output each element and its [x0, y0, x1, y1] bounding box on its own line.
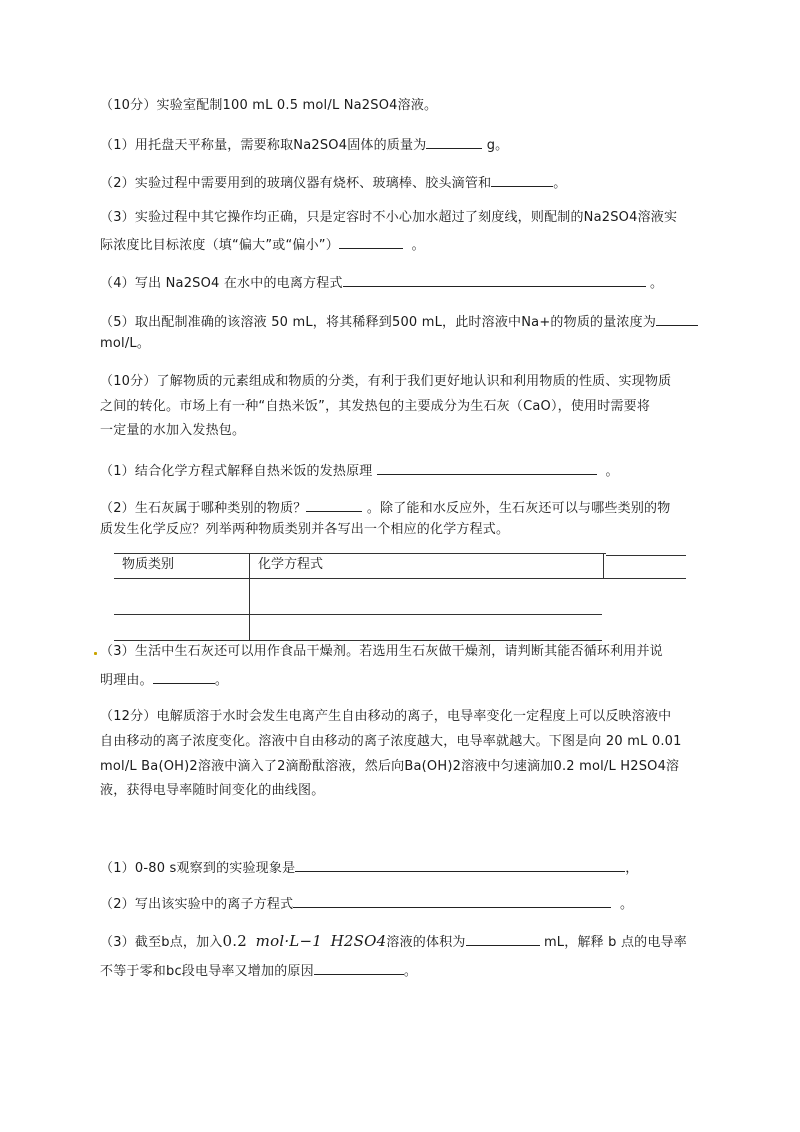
q2-part2-blank[interactable]: [306, 497, 362, 512]
q3-concentration: 0.2: [222, 932, 247, 950]
table-rule: [114, 553, 606, 554]
table-cell-category-2[interactable]: [116, 616, 246, 638]
q2-part3-end: 。: [214, 673, 229, 688]
q1-intro: （10分）实验室配制100 mL 0.5 mol/L Na2SO4溶液。: [100, 98, 438, 113]
q3-part2-text: （2）写出该实验中的离子方程式: [100, 897, 294, 912]
q1-part3-blank[interactable]: [339, 234, 403, 249]
table-rule: [606, 555, 686, 556]
q1-part3-line1: （3）实验过程中其它操作均正确，只是定容时不小心加水超过了刻度线，则配制的Na2SO4溶液实: [100, 210, 678, 225]
q2-part2-text-a: （2）生石灰属于哪种类别的物质？: [100, 501, 307, 516]
q2-part2-line1: [100, 497, 670, 518]
q2-part1-end: 。: [605, 464, 619, 479]
q3-part3-end: 。: [403, 964, 418, 979]
table-rule: [114, 614, 602, 615]
table-cell-equation-1[interactable]: [252, 582, 600, 610]
q2-part1-blank[interactable]: [377, 460, 597, 475]
q2-part3-line2: [100, 669, 228, 690]
table-cell-category-1[interactable]: [116, 582, 246, 610]
q2-part2-line2: 质发生化学反应？列举两种物质类别并各写出一个相应的化学方程式。: [100, 522, 510, 537]
q1-part5-text: （5）取出配制准确的该溶液 50 mL，将其稀释到500 mL，此时溶液中Na+的物质的量浓度为: [100, 315, 657, 330]
table-col-divider: [603, 553, 604, 578]
q2-part1-text: （1）结合化学方程式解释自热米饭的发热原理: [100, 464, 373, 479]
q3-intro-line1: （12分）电解质溶于水时会发生电离产生自由移动的离子，电导率变化一定程度上可以反映溶液中: [100, 709, 672, 724]
q2-intro-line2: 之间的转化。市场上有一种“自热米饭”，其发热包的主要成分为生石灰（CaO），使用时需要将: [100, 399, 651, 414]
q1-part5-line2: mol/L。: [100, 336, 151, 351]
q1-part2-end: 。: [553, 176, 567, 191]
q3-part3-text-a: （3）截至b点，加入: [100, 935, 223, 950]
q1-part1-blank[interactable]: [426, 134, 482, 149]
margin-mark: [94, 652, 97, 655]
q1-part3-line2: [100, 234, 425, 255]
q3-part1-blank[interactable]: [295, 857, 625, 872]
table-header-category: 物质类别: [122, 557, 175, 572]
table-header-equation: 化学方程式: [258, 557, 324, 572]
q3-intro-line4: 液，获得电导率随时间变化的曲线图。: [100, 783, 325, 798]
q3-part3-line2: [100, 960, 417, 981]
q1-part2-text: （2）实验过程中需要用到的玻璃仪器有烧杯、玻璃棒、胶头滴管和: [100, 176, 492, 191]
q2-part3-text: 明理由。: [100, 673, 153, 688]
q2-intro-line1: （10分）了解物质的元素组成和物质的分类，有利于我们更好地认识和利用物质的性质、实现物质: [100, 374, 672, 389]
q3-unit: mol·L−1: [255, 932, 322, 950]
q3-part3-text-b: 溶液的体积为: [386, 935, 466, 950]
q3-part2-end: 。: [619, 897, 634, 912]
q1-part3-text: 际浓度比目标浓度（填“偏大”或“偏小”）: [100, 238, 339, 253]
q1-part1-unit: g。: [486, 138, 509, 153]
q3-part3-text-d: 不等于零和bc段电导率又增加的原因: [100, 964, 314, 979]
q2-part3-line1: （3）生活中生石灰还可以用作食品干燥剂。若选用生石灰做干燥剂，请判断其能否循环利用并说: [100, 644, 663, 659]
table-cell-equation-2[interactable]: [252, 616, 600, 638]
q2-part1: [100, 460, 619, 481]
q3-part3-line1: [100, 931, 687, 952]
q1-part2-blank[interactable]: [491, 172, 553, 187]
q2-part2-text-b: 。除了能和水反应外，生石灰还可以与哪些类别的物: [366, 501, 671, 516]
q3-part3-blank-reason[interactable]: [314, 960, 404, 975]
q3-part1-end: ，: [625, 861, 639, 876]
q1-part5-line1: [100, 311, 698, 332]
q3-formula: H2SO4: [330, 932, 387, 950]
q3-part2: [100, 893, 633, 914]
q3-part1-text: （1）0-80 s观察到的实验现象是: [100, 861, 296, 876]
q3-intro-line2: 自由移动的离子浓度变化。溶液中自由移动的离子浓度越大，电导率就越大。下图是向 20 mL 0.01: [100, 734, 682, 749]
q3-intro-line3: mol/L Ba(OH)2溶液中滴入了2滴酚酞溶液，然后向Ba(OH)2溶液中匀速滴加0.2 mol/L H2SO4溶: [100, 759, 680, 774]
q3-part1: [100, 857, 638, 878]
q1-part4-text: （4）写出 Na2SO4 在水中的电离方程式: [100, 276, 343, 291]
q3-part2-blank[interactable]: [293, 893, 611, 908]
q1-part1-text: （1）用托盘天平称量，需要称取Na2SO4固体的质量为: [100, 138, 427, 153]
q1-part5-blank[interactable]: [656, 311, 698, 326]
q1-part1: [100, 134, 508, 155]
q1-part4-end: 。: [650, 276, 664, 291]
q1-part2: [100, 172, 566, 193]
table-rule: [114, 640, 602, 641]
q1-part3-end: 。: [411, 238, 425, 253]
q3-part3-blank-volume[interactable]: [466, 931, 540, 946]
q1-part4-blank[interactable]: [343, 272, 646, 287]
q2-part3-blank[interactable]: [153, 669, 215, 684]
q2-intro-line3: 一定量的水加入发热包。: [100, 423, 246, 438]
table-col-divider: [249, 553, 250, 640]
q3-part3-text-c: mL，解释 b 点的电导率: [543, 935, 687, 950]
q1-part4: [100, 272, 663, 293]
table-rule: [114, 578, 686, 579]
